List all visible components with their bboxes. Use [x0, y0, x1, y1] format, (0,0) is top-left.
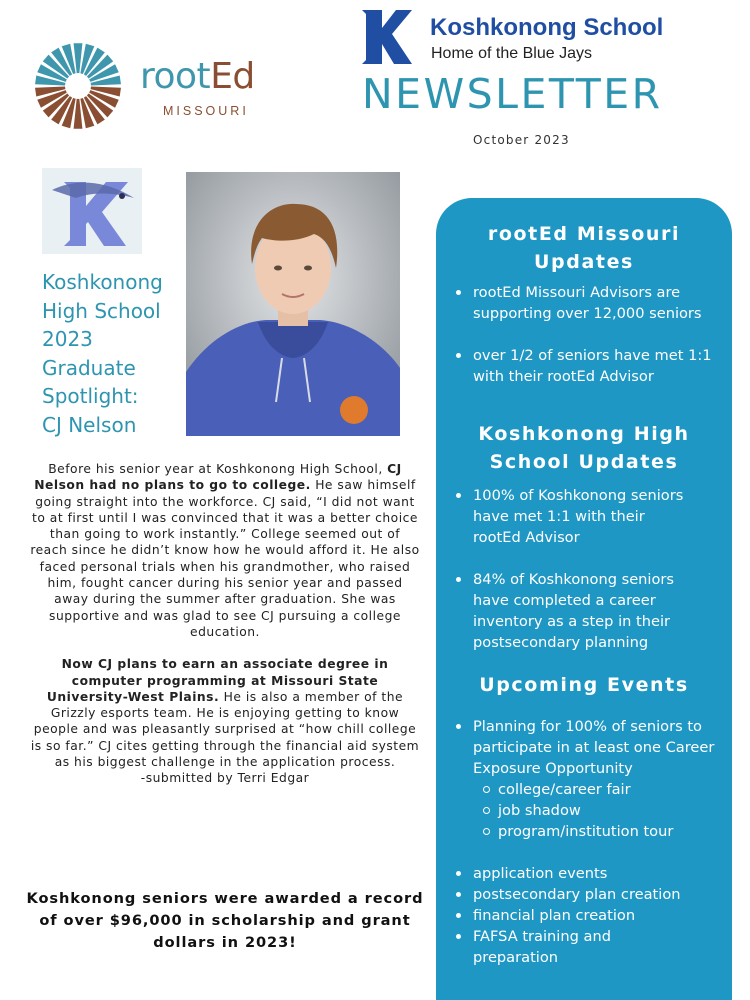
spotlight-title: [42, 268, 190, 439]
list-item: application events: [436, 863, 716, 884]
story-paragraph-1: Before his senior year at Koshkonong High School, CJ Nelson had no plans to go to college. He saw himself going straight into the workforce. CJ said, “I did not want to at first until I was convinced that it was a better choice than going to work instantly.” College seemed out of reach since he didn’t know how he would afford it. He also faced personal trials when his grandmother, who raised him, fought cancer during his senior year and passed away during the summer after graduation. She was supportive and was glad to see CJ pursuing a college education.: [30, 462, 420, 639]
sub-list-item: college/career fair: [473, 779, 716, 800]
rooted-updates-heading: rootEd Missouri Updates: [487, 223, 681, 273]
spotlight-title-line: High School: [42, 298, 161, 323]
list-item: 100% of Koshkonong seniors have met 1:1 with their rootEd Advisor: [436, 485, 696, 548]
spotlight-title-line: Spotlight:: [42, 384, 139, 408]
updates-panel: [436, 198, 732, 1000]
issue-date: October 2023: [473, 133, 570, 147]
spotlight-title-line: Graduate: [42, 355, 136, 380]
list-item: 84% of Koshkonong seniors have completed a career inventory as a step in their postsecondary planning: [436, 569, 696, 653]
list-item: postsecondary plan creation: [436, 884, 716, 905]
sunburst-ray: [74, 99, 83, 129]
rooted-subtitle: MISSOURI: [163, 104, 249, 118]
spotlight-title-line: Koshkonong: [42, 270, 163, 294]
career-exposure-sublist: [473, 779, 716, 842]
sub-list-item: job shadow: [473, 800, 716, 821]
rooted-wordmark: rootEd: [140, 56, 255, 97]
school-updates-heading: Koshkonong High School Updates: [478, 423, 690, 473]
list-item: over 1/2 of seniors have met 1:1 with their rootEd Advisor: [436, 345, 716, 387]
spotlight-story: [30, 461, 420, 787]
spotlight-title-line: 2023: [42, 327, 93, 351]
sunburst-ray: [74, 43, 83, 73]
story-credit: -submitted by Terri Edgar: [140, 771, 310, 786]
list-item: financial plan creation: [436, 905, 716, 926]
scholarship-award-callout: Koshkonong seniors were awarded a record of over $96,000 in scholarship and grant dollars in 2023!: [26, 890, 424, 951]
upcoming-events-list: [436, 716, 716, 968]
list-item: Planning for 100% of seniors to participate in at least one Career Exposure Opportunity college/career fair job shadow program/institution tour: [436, 716, 716, 842]
student-portrait-photo: [186, 172, 400, 436]
school-tagline: Home of the Blue Jays: [431, 45, 592, 62]
rooted-sunburst-logo: [34, 42, 122, 130]
list-item: rootEd Missouri Advisors are supporting over 12,000 seniors: [436, 282, 716, 324]
rooted-updates-list: [436, 282, 716, 387]
school-name: Koshkonong School: [430, 14, 664, 41]
blue-jay-k-logo: [42, 168, 142, 254]
newsletter-title: NEWSLETTER: [362, 70, 663, 118]
sub-list-item: program/institution tour: [473, 821, 716, 842]
upcoming-events-heading: Upcoming Events: [479, 674, 689, 696]
list-item: FAFSA training and preparation: [436, 926, 716, 968]
spotlight-title-line: CJ Nelson: [42, 412, 137, 437]
koshkonong-k-logo: [362, 10, 412, 64]
school-updates-list: [436, 485, 696, 653]
story-paragraph-2: Now CJ plans to earn an associate degree in computer programming at Missouri State University-West Plains. He is also a member of the Grizzly esports team. He is enjoying getting to know people and was pleasantly surprised at “how chill college is so far.” CJ cites getting through the financial aid system as his biggest challenge in the application process.: [30, 657, 420, 770]
